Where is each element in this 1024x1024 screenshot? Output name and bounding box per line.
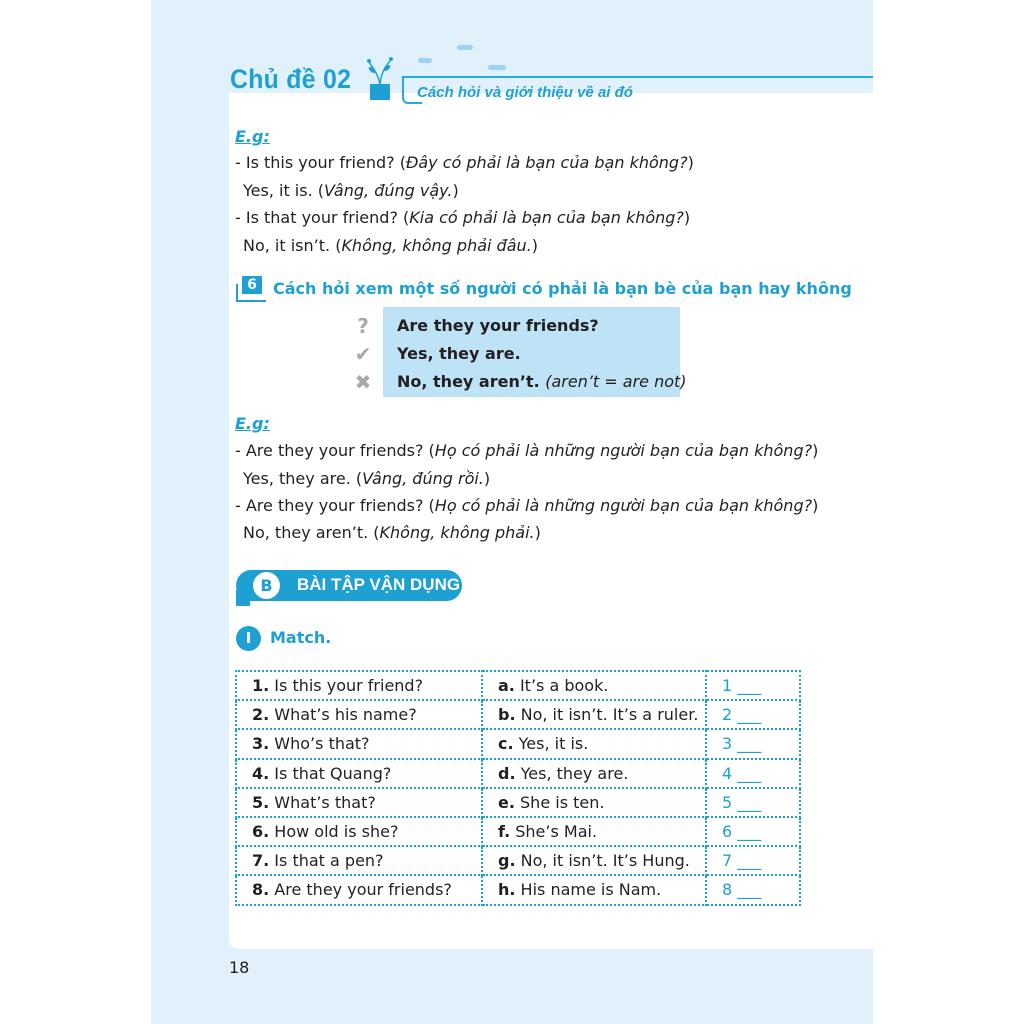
question-cell: 7. Is that a pen? [236, 846, 482, 875]
answer-cell: b. No, it isn’t. It’s a ruler. [482, 700, 706, 729]
example-label: E.g: [235, 127, 270, 146]
match-blank[interactable]: 4 ___ [706, 759, 800, 788]
example-label: E.g: [235, 414, 270, 433]
plant-pot-icon [364, 56, 396, 102]
answer-cell: c. Yes, it is. [482, 729, 706, 758]
decor-dash [488, 65, 506, 70]
topic-title: Chủ đề 02 [230, 64, 352, 94]
example-line: Yes, they are. (Vâng, đúng rồi.) [243, 469, 491, 488]
example-line: No, it isn’t. (Không, không phải đâu.) [243, 236, 538, 255]
cross-icon: ✖ [354, 370, 372, 394]
example-line: Yes, it is. (Vâng, đúng vậy.) [243, 181, 459, 200]
question-cell: 2. What’s his name? [236, 700, 482, 729]
question-icon: ? [357, 314, 369, 338]
answer-cell: h. His name is Nam. [482, 875, 706, 904]
page-number: 18 [229, 958, 250, 977]
section-b-title: BÀI TẬP VẬN DỤNG [297, 575, 461, 594]
answer-cell: f. She’s Mai. [482, 817, 706, 846]
table-row [236, 846, 800, 875]
answer-cell: g. No, it isn’t. It’s Hung. [482, 846, 706, 875]
table-row [236, 788, 800, 817]
section-number-badge [236, 276, 266, 300]
header-rule [402, 76, 873, 78]
answer-cell: a. It’s a book. [482, 671, 706, 700]
example-line: - Is that your friend? (Kia có phải là bạn của bạn không?) [235, 208, 691, 227]
example-line: - Are they your friends? (Họ có phải là những người bạn của bạn không?) [235, 441, 819, 460]
table-row [236, 759, 800, 788]
question-cell: 8. Are they your friends? [236, 875, 482, 904]
answer-cell: d. Yes, they are. [482, 759, 706, 788]
decor-dash [418, 58, 432, 63]
match-blank[interactable]: 3 ___ [706, 729, 800, 758]
question-cell: 4. Is that Quang? [236, 759, 482, 788]
answer-cell: e. She is ten. [482, 788, 706, 817]
question-cell: 5. What’s that? [236, 788, 482, 817]
match-blank[interactable]: 1 ___ [706, 671, 800, 700]
pattern-no: No, they aren’t. (aren’t = are not) [397, 372, 687, 391]
example-line: - Is this your friend? (Đây có phải là bạn của bạn không?) [235, 153, 694, 172]
question-cell: 3. Who’s that? [236, 729, 482, 758]
pattern-question: Are they your friends? [397, 316, 599, 335]
table-row [236, 700, 800, 729]
match-blank[interactable]: 7 ___ [706, 846, 800, 875]
exercise-title: Match. [270, 628, 332, 647]
match-blank[interactable]: 2 ___ [706, 700, 800, 729]
match-blank[interactable]: 8 ___ [706, 875, 800, 904]
match-table [235, 670, 801, 906]
match-blank[interactable]: 6 ___ [706, 817, 800, 846]
section-number: 6 [242, 276, 262, 294]
section-heading: Cách hỏi xem một số người có phải là bạn bè của bạn hay không [273, 279, 852, 298]
decor-dash [457, 45, 473, 50]
question-cell: 1. Is this your friend? [236, 671, 482, 700]
table-row [236, 817, 800, 846]
table-row [236, 729, 800, 758]
pattern-yes: Yes, they are. [397, 344, 521, 363]
table-row [236, 671, 800, 700]
section-letter: B [253, 572, 280, 599]
example-line: - Are they your friends? (Họ có phải là những người bạn của bạn không?) [235, 496, 819, 515]
table-row [236, 875, 800, 904]
question-cell: 6. How old is she? [236, 817, 482, 846]
topic-subtitle: Cách hỏi và giới thiệu về ai đó [417, 84, 633, 101]
match-blank[interactable]: 5 ___ [706, 788, 800, 817]
example-line: No, they aren’t. (Không, không phải.) [243, 523, 541, 542]
exercise-number: I [236, 626, 261, 651]
check-icon: ✔ [354, 342, 372, 366]
